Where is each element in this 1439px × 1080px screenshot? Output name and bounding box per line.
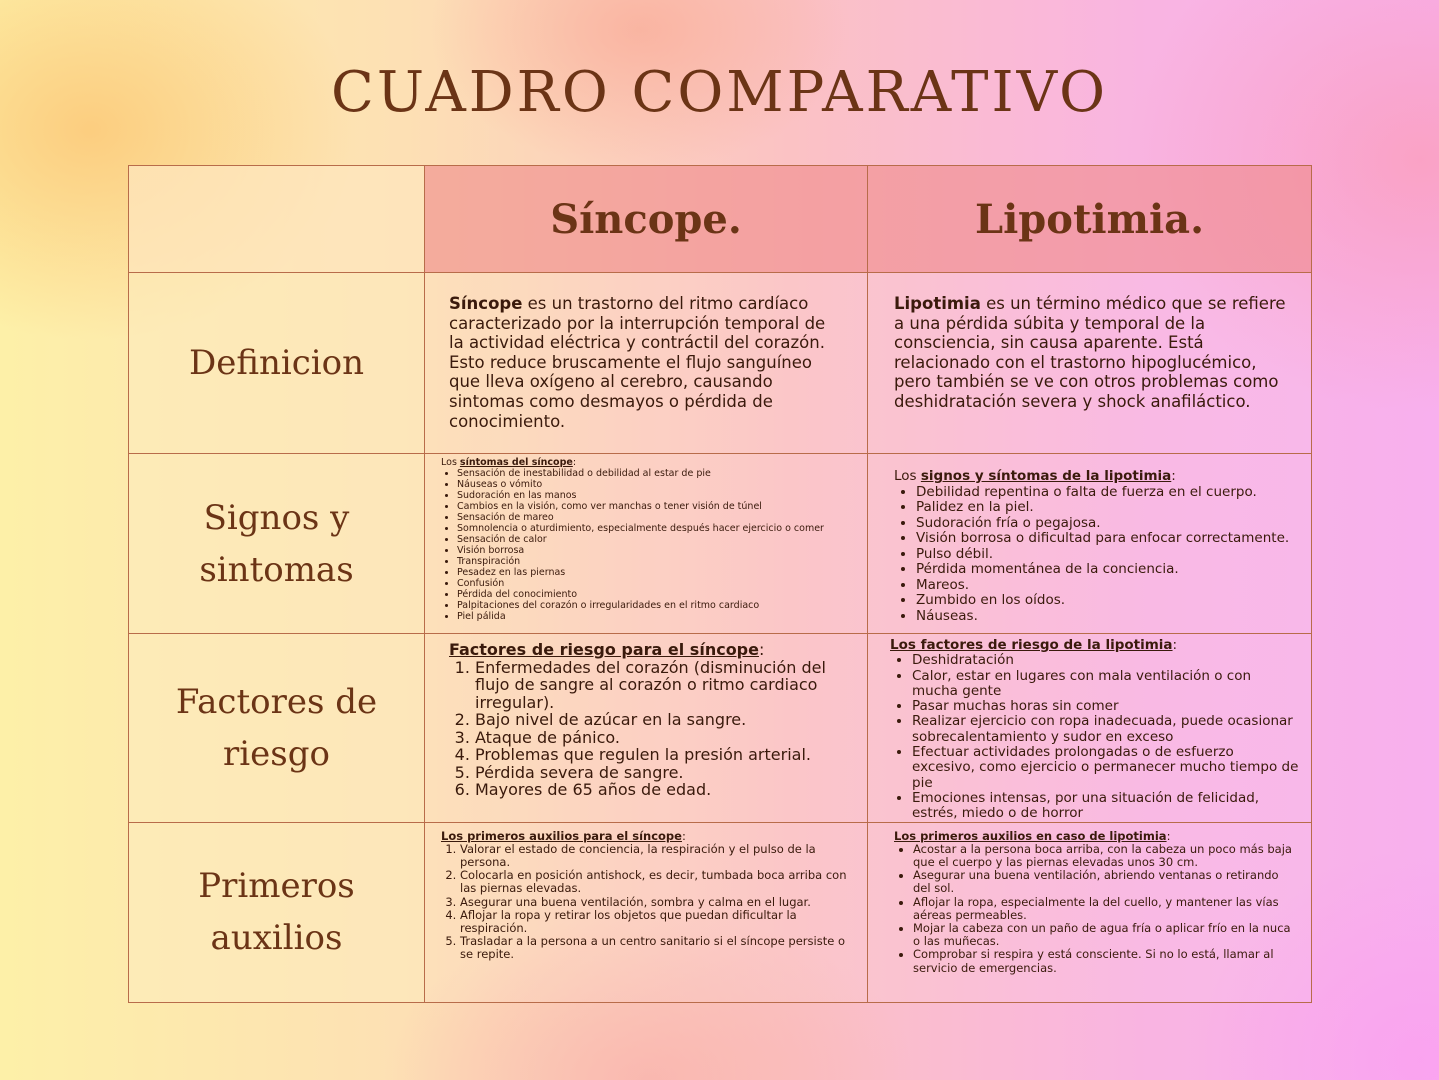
list-item: • Sensación de calor (457, 534, 857, 545)
row-label-auxilios (129, 822, 425, 1002)
sincope-symptoms-heading-pre: Los (441, 457, 460, 468)
list-item: • Zumbido en los oídos. (916, 593, 1297, 609)
list-item: • Pesadez en las piernas (457, 567, 857, 578)
sincope-symptoms-heading: síntomas del síncope (459, 457, 573, 468)
lipotimia-risk-factors: Los factores de riesgo de la lipotimia: • Deshidratación • Calor, estar en lugares con mala ventilación o con mucha gente • Pasar muchas horas sin comer • Realizar ejercicio con ropa inadecuada, puede ocasionar sobrecalentamiento y sudor en exceso • Efectuar actividades prolongadas o de esfuerzo excesivo, como ejercicio o permanecer mucho tiempo de pie • Emociones intensas, por una situación de felicidad, estrés, miedo o de horror (868, 634, 1311, 822)
list-item: 3. Ataque de pánico. (475, 729, 847, 747)
list-item: 2. Colocarla en posición antishock, es decir, tumbada boca arriba con las piernas elevadas. (460, 869, 849, 895)
row-label-auxilios-line1: Primeros (198, 866, 355, 907)
sincope-first-aid-heading: Los primeros auxilios para el síncope (441, 828, 682, 843)
lipotimia-definition (868, 273, 1311, 412)
list-item: • Mareos. (916, 578, 1297, 594)
list-item: • Visión borrosa (457, 545, 857, 556)
table-row-factores (129, 634, 1312, 823)
list-item: 1. Enfermedades del corazón (disminución del flujo de sangre al corazón o ritmo cardiaco irregular). (475, 659, 847, 712)
list-item: • Pérdida momentánea de la conciencia. (916, 562, 1297, 578)
list-item: • Piel pálida (457, 611, 857, 622)
cell-lipotimia-definicion (868, 273, 1312, 454)
lipotimia-term: Lipotimia (894, 294, 981, 313)
list-item: • Sensación de mareo (457, 512, 857, 523)
sincope-definition-text: es un trastorno del ritmo cardíaco caracterizado por la interrupción temporal de la actividad eléctrica y contráctil del corazón. Esto reduce bruscamente el flujo sanguíneo que lleva oxígeno al cerebro, causando sintomas como desmayos o pérdida de conocimiento. (449, 294, 826, 431)
list-item: 3. Asegurar una buena ventilación, sombra y calma en el lugar. (460, 896, 849, 909)
list-item: • Palpitaciones del corazón o irregularidades en el ritmo cardiaco (457, 600, 857, 611)
lipotimia-first-aid: Los primeros auxilios en caso de lipotimia: • Acostar a la persona boca arriba, con la cabeza un poco más baja que el cuerpo y las piernas elevadas unos 30 cm. • Asegurar una buena ventilación, abriendo ventanas o retirando del sol. • Aflojar la ropa, especialmente la del cuello, y mantener las vías aéreas permeables. • Mojar la cabeza con un paño de agua fría o aplicar frío en la nuca o las muñecas. • Comprobar si respira y está consciente. Si no lo está, llamar al servicio de emergencias. (868, 823, 1311, 975)
list-item: • Náuseas o vómito (457, 479, 857, 490)
sincope-symptoms: Los síntomas del síncope: • Sensación de inestabilidad o debilidad al estar de pie • Náuseas o vómito • Sudoración en las manos • Cambios en la visión, como ver manchas o tener visión de túnel • Sensación de mareo • Somnolencia o aturdimiento, especialmente después hacer ejercicio o comer • Sensación de calor • Visión borrosa • Transpiración • Pesadez en las piernas • Confusión • Pérdida del conocimiento • Palpitaciones del corazón o irregularidades en el ritmo cardiaco • Piel pálida (425, 454, 867, 622)
row-label-signos (129, 454, 425, 634)
list-item: • Sudoración fría o pegajosa. (916, 516, 1297, 532)
list-item: • Palidez en la piel. (916, 500, 1297, 516)
list-item: • Acostar a la persona boca arriba, con la cabeza un poco más baja que el cuerpo y las piernas elevadas unos 30 cm. (913, 843, 1293, 869)
list-item: • Somnolencia o aturdimiento, especialmente después hacer ejercicio o comer (457, 523, 857, 534)
comparison-table (128, 165, 1312, 1003)
list-item: • Mojar la cabeza con un paño de agua fría o aplicar frío en la nuca o las muñecas. (913, 922, 1293, 948)
header-sincope: Síncope. (425, 166, 868, 273)
cell-lipotimia-signos (868, 454, 1312, 634)
list-item: 4. Problemas que regulen la presión arterial. (475, 746, 847, 764)
row-label-signos-line1: Signos y (203, 497, 350, 538)
list-item: • Confusión (457, 578, 857, 589)
cell-sincope-signos (425, 454, 868, 634)
page-title: CUADRO COMPARATIVO (331, 60, 1108, 125)
list-item: • Efectuar actividades prolongadas o de esfuerzo excesivo, como ejercicio o permanecer mucho tiempo de pie (912, 745, 1299, 791)
table-row-signos (129, 454, 1312, 634)
list-item: • Comprobar si respira y está consciente. Si no lo está, llamar al servicio de emergencias. (913, 948, 1293, 974)
lipotimia-definition-text: es un término médico que se refiere a una pérdida súbita y temporal de la consciencia, sin causa aparente. Está relacionado con el trastorno hipoglucémico, pero también se ve con otros problemas como deshidratación severa y shock anafiláctico. (894, 294, 1286, 411)
lipotimia-symptoms: Los signos y síntomas de la lipotimia: • Debilidad repentina o falta de fuerza en el cuerpo. • Palidez en la piel. • Sudoración fría o pegajosa. • Visión borrosa o dificultad para enfocar correctamente. • Pulso débil. • Pérdida momentánea de la conciencia. • Mareos. • Zumbido en los oídos. • Náuseas. (868, 454, 1311, 624)
sincope-risk-heading: Factores de riesgo para el síncope (449, 640, 759, 659)
lipotimia-symptoms-heading: signos y síntomas de la lipotimia (920, 468, 1172, 484)
lipotimia-risk-heading: Los factores de riesgo de la lipotimia (890, 637, 1173, 653)
sincope-definition (425, 273, 867, 431)
header-lipotimia: Lipotimia. (868, 166, 1312, 273)
list-item: • Náuseas. (916, 609, 1297, 625)
table-row-auxilios (129, 822, 1312, 1002)
table-row-definicion (129, 273, 1312, 454)
list-item: • Asegurar una buena ventilación, abriendo ventanas o retirando del sol. (913, 869, 1293, 895)
row-label-factores-line1: Factores de (175, 681, 378, 722)
list-item: 5. Trasladar a la persona a un centro sanitario si el síncope persiste o se repite. (460, 935, 849, 961)
sincope-risk-factors: Factores de riesgo para el síncope: 1. Enfermedades del corazón (disminución del flujo de sangre al corazón o ritmo cardiaco irregular). 2. Bajo nivel de azúcar en la sangre. 3. Ataque de pánico. 4. Problemas que regulen la presión arterial. 5. Pérdida severa de sangre. 6. Mayores de 65 años de edad. (425, 634, 867, 799)
list-item: • Aflojar la ropa, especialmente la del cuello, y mantener las vías aéreas permeables. (913, 896, 1293, 922)
list-item: • Realizar ejercicio con ropa inadecuada, puede ocasionar sobrecalentamiento y sudor en exceso (912, 714, 1299, 745)
list-item: • Sensación de inestabilidad o debilidad al estar de pie (457, 468, 857, 479)
row-label-definicion: Definicion (129, 273, 425, 454)
cell-sincope-auxilios (425, 822, 868, 1002)
header-empty-cell (129, 166, 425, 273)
lipotimia-first-aid-heading: Los primeros auxilios en caso de lipotimia (894, 828, 1167, 843)
sincope-term: Síncope (449, 294, 523, 313)
list-item: • Sudoración en las manos (457, 490, 857, 501)
list-item: • Deshidratación (912, 653, 1299, 668)
list-item: • Pérdida del conocimiento (457, 589, 857, 600)
row-label-signos-line2: sintomas (199, 549, 354, 590)
table-header-row (129, 166, 1312, 273)
list-item: 1. Valorar el estado de conciencia, la respiración y el pulso de la persona. (460, 843, 849, 869)
list-item: 2. Bajo nivel de azúcar en la sangre. (475, 711, 847, 729)
cell-lipotimia-factores (868, 634, 1312, 823)
cell-lipotimia-auxilios (868, 822, 1312, 1002)
cell-sincope-factores (425, 634, 868, 823)
list-item: • Debilidad repentina o falta de fuerza en el cuerpo. (916, 485, 1297, 501)
sincope-first-aid: Los primeros auxilios para el síncope: 1. Valorar el estado de conciencia, la respiración y el pulso de la persona. 2. Colocarla en posición antishock, es decir, tumbada boca arriba con las piernas elevadas. 3. Asegurar una buena ventilación, sombra y calma en el lugar. 4. Aflojar la ropa y retirar los objetos que puedan dificultar la respiración. 5. Trasladar a la persona a un centro sanitario si el síncope persiste o se repite. (425, 823, 867, 962)
row-label-factores (129, 634, 425, 823)
list-item: • Cambios en la visión, como ver manchas o tener visión de túnel (457, 501, 857, 512)
row-label-auxilios-line2: auxilios (210, 918, 343, 959)
list-item: • Calor, estar en lugares con mala ventilación o con mucha gente (912, 669, 1299, 700)
list-item: • Pasar muchas horas sin comer (912, 699, 1299, 714)
list-item: • Emociones intensas, por una situación de felicidad, estrés, miedo o de horror (912, 791, 1299, 822)
list-item: • Visión borrosa o dificultad para enfocar correctamente. (916, 531, 1297, 547)
list-item: • Pulso débil. (916, 547, 1297, 563)
list-item: • Transpiración (457, 556, 857, 567)
list-item: 5. Pérdida severa de sangre. (475, 764, 847, 782)
cell-sincope-definicion (425, 273, 868, 454)
list-item: 4. Aflojar la ropa y retirar los objetos que puedan dificultar la respiración. (460, 909, 849, 935)
lipotimia-symptoms-heading-pre: Los (894, 468, 921, 484)
row-label-factores-line2: riesgo (223, 733, 330, 774)
list-item: 6. Mayores de 65 años de edad. (475, 781, 847, 799)
